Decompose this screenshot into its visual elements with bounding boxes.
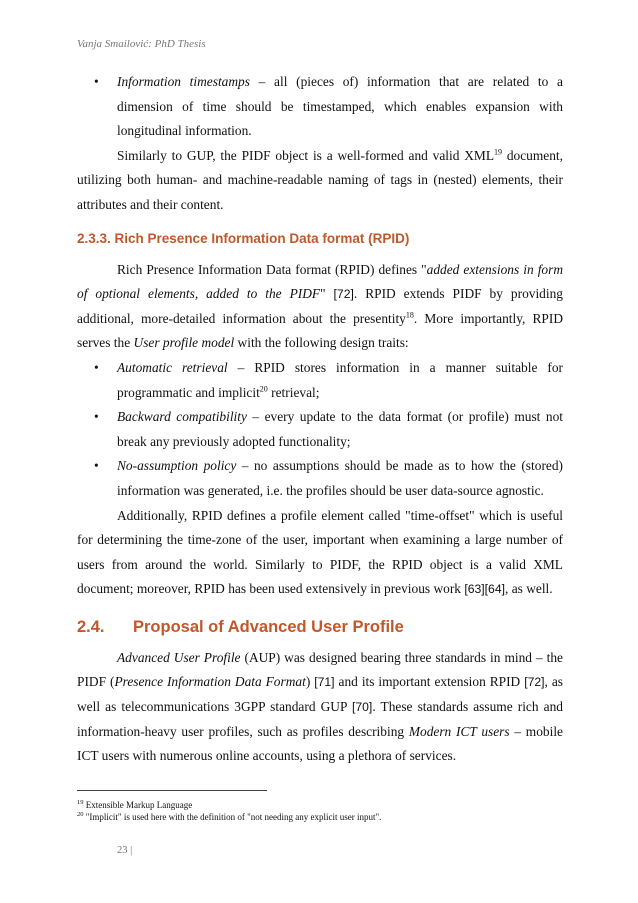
bullet-text: – no assumptions should be made as to how the (stored) information was generated, i.e. the profiles should be user data-source agnostic. <box>117 458 563 498</box>
list-item <box>77 454 563 503</box>
bullet-icon: • <box>94 409 99 425</box>
citation-link[interactable]: [72] <box>333 287 354 302</box>
bullet-text: retrieval; <box>267 384 320 400</box>
text-run: Similarly to GUP, the PIDF object is a well-formed and valid XML <box>117 147 495 163</box>
text-run: document, utilizing both human- and machine-readable naming of tags in (nested) elements, their attributes and their content. <box>77 147 563 212</box>
text-run: with the following design traits: <box>234 335 409 351</box>
text-run: Rich Presence Information Data format (RPID) defines " <box>117 261 427 277</box>
paragraph-gup <box>77 144 563 218</box>
text-run: . RPID extends PIDF by providing additional, more-detailed information about the presentity <box>77 286 563 326</box>
section-title: Proposal of Advanced User Profile <box>133 617 404 636</box>
bullet-text: – all (pieces of) information that are related to a dimension of time should be timestamped, which enables expansion with longitudinal information. <box>117 74 563 139</box>
paragraph-aup <box>77 646 563 769</box>
footnote-number: 20 <box>77 811 84 818</box>
section-number: 2.4. <box>77 617 105 636</box>
citation-link[interactable]: [70] <box>351 700 373 715</box>
emphasis-text: Modern ICT users <box>408 723 510 739</box>
text-run: and its important extension RPID <box>334 674 525 690</box>
page-number: 23 | <box>117 845 133 856</box>
emphasis-text: Advanced User Profile <box>117 649 241 665</box>
emphasis-text: User profile model <box>133 335 235 351</box>
section-heading-2-3-3: 2.3.3. Rich Presence Information Data format (RPID) <box>77 230 410 246</box>
text-run: " <box>320 286 334 302</box>
text-run: . More importantly, RPID serves the <box>77 310 563 351</box>
footnote-ref[interactable]: 19 <box>494 147 503 157</box>
text-run: ) <box>305 674 315 690</box>
bullet-term: Automatic retrieval <box>117 359 228 375</box>
footnote-text: "Implicit" is used here with the definition of "not needing any explicit user input". <box>83 812 382 822</box>
bullet-icon: • <box>94 458 99 474</box>
bullet-term: Information timestamps <box>117 74 250 89</box>
text-run: (AUP) was designed bearing three standards in mind – the PIDF ( <box>77 649 563 690</box>
citation-link[interactable]: [63][64] <box>464 582 506 597</box>
section-heading-2-4 <box>77 614 563 640</box>
citation-link[interactable]: [71] <box>314 675 335 690</box>
citation-link[interactable]: [72] <box>524 675 545 690</box>
bullet-term: Backward compatibility <box>117 409 247 425</box>
text-run: – mobile ICT users with numerous online accounts, using a plethora of services. <box>77 723 563 764</box>
footnote-text: Extensible Markup Language <box>83 800 193 810</box>
footnote-19 <box>77 799 381 811</box>
bullet-text: – RPID stores information in a manner suitable for programmatic and implicit <box>117 359 564 400</box>
footnote-ref[interactable]: 18 <box>405 310 414 320</box>
bullet-term: No-assumption policy <box>117 458 237 474</box>
bullet-text: – every update to the data format (or profile) must not break any previously adopted functionality; <box>117 409 563 449</box>
list-item <box>77 356 563 405</box>
list-item <box>77 70 563 144</box>
text-run: , as well as telecommunications 3GPP standard GUP <box>77 674 563 715</box>
bullet-icon: • <box>94 359 99 375</box>
paragraph-time-offset <box>77 504 563 602</box>
text-run: , as well. <box>505 581 553 597</box>
footnote-20 <box>77 811 381 823</box>
page-body <box>77 70 563 769</box>
text-run: Additionally, RPID defines a profile element called "time-offset" which is useful for determining the time-zone of the user, important when examining a large number of users from around the world. Similarly to PIDF, the RPID object is a valid XML document; moreover, RPID has been used extensively in previous work <box>77 507 563 597</box>
footnote-separator <box>77 790 267 791</box>
footnote-ref[interactable]: 20 <box>259 384 268 394</box>
design-traits-list <box>77 356 563 504</box>
emphasis-text: Presence Information Data Format <box>114 674 306 690</box>
running-header: Vanja Smailović: PhD Thesis <box>77 38 206 50</box>
footnote-number: 19 <box>77 799 84 806</box>
quote-text: added extensions in form of optional elements, added to the PIDF <box>77 261 563 302</box>
intro-bullet-list <box>77 70 563 144</box>
text-run: . These standards assume rich and information-heavy user profiles, such as profiles describing <box>77 699 563 739</box>
list-item <box>77 405 563 454</box>
footnotes <box>77 799 381 823</box>
paragraph-rpid <box>77 258 563 356</box>
bullet-icon: • <box>94 74 99 89</box>
